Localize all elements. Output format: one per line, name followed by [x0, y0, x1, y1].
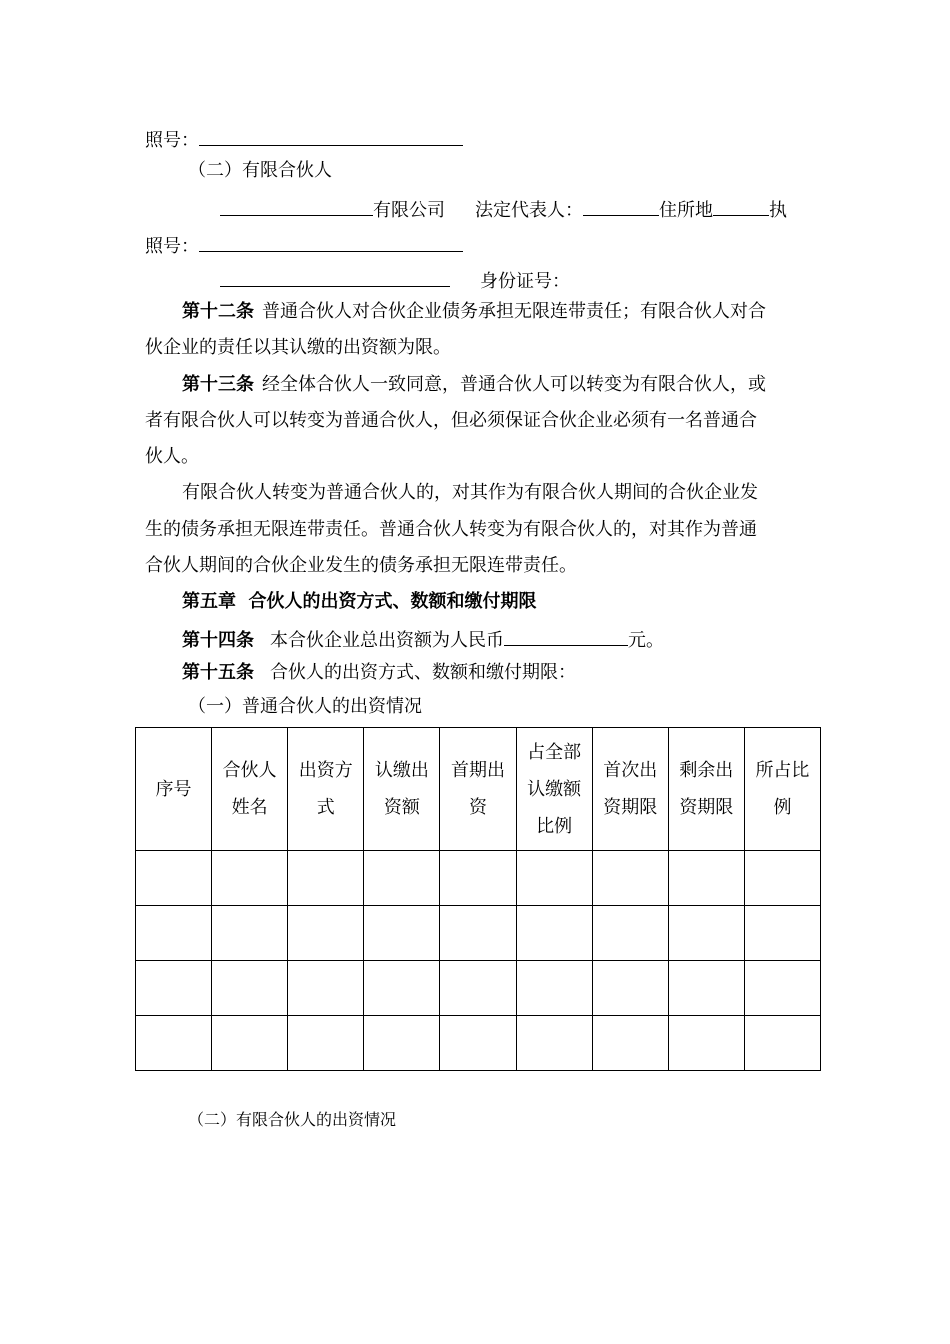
section-limited-contrib: （二）有限合伙人的出资情况: [188, 1110, 397, 1129]
table-cell[interactable]: [744, 906, 820, 961]
table-cell[interactable]: [136, 906, 212, 961]
article-13-line2: 者有限合伙人可以转变为普通合伙人，但必须保证合伙企业必须有一名普通合: [145, 410, 757, 431]
header-cell: 占全部 认缴额 比例: [516, 728, 592, 851]
line-license-1: [145, 127, 463, 151]
table-cell[interactable]: [592, 906, 668, 961]
line-company: [220, 197, 787, 221]
table-cell[interactable]: [212, 906, 288, 961]
table-row: [136, 1016, 821, 1071]
article-15-title: 第十五条: [182, 662, 254, 683]
article-13-title: 第十三条: [182, 374, 254, 395]
table-row: [136, 906, 821, 961]
legal-rep-label: 法定代表人：: [475, 200, 583, 221]
table-cell[interactable]: [516, 961, 592, 1016]
table-header-row: [136, 728, 821, 851]
para-line3: 合伙人期间的合伙企业发生的债务承担无限连带责任。: [145, 555, 577, 576]
header-cell: 序号: [136, 728, 212, 851]
table-cell[interactable]: [592, 851, 668, 906]
table-cell[interactable]: [212, 1016, 288, 1071]
table-cell[interactable]: [668, 961, 744, 1016]
currency-unit: 元。: [628, 630, 664, 651]
table-cell[interactable]: [668, 1016, 744, 1071]
header-cell: 所占比 例: [744, 728, 820, 851]
para-line2: 生的债务承担无限连带责任。普通合伙人转变为有限合伙人的，对其作为普通: [145, 519, 757, 540]
article-13-line3: 伙人。: [145, 446, 199, 467]
article-14-line: [182, 627, 664, 651]
line-id: [220, 268, 570, 292]
article-12-title: 第十二条: [182, 301, 254, 322]
table-cell[interactable]: [440, 906, 516, 961]
table-cell[interactable]: [364, 961, 440, 1016]
article-15-text: 合伙人的出资方式、数额和缴付期限：: [270, 662, 576, 683]
table-cell[interactable]: [668, 851, 744, 906]
article-14-title: 第十四条: [182, 630, 254, 651]
license-blank-2[interactable]: [199, 233, 463, 252]
section-limited-partner: （二）有限合伙人: [188, 160, 332, 181]
table-row: [136, 961, 821, 1016]
company-label: 有限公司: [373, 200, 445, 221]
article-12-text: 普通合伙人对合伙企业债务承担无限连带责任；有限合伙人对合: [262, 301, 766, 322]
address-blank[interactable]: [713, 197, 769, 216]
table-cell[interactable]: [744, 1016, 820, 1071]
table-cell[interactable]: [364, 906, 440, 961]
header-cell: 首次出 资期限: [592, 728, 668, 851]
table-row: [136, 851, 821, 906]
legal-rep-blank[interactable]: [583, 197, 659, 216]
article-15-line: [182, 663, 576, 683]
license-label-start: 执: [769, 200, 787, 221]
table-cell[interactable]: [136, 961, 212, 1016]
table-cell[interactable]: [212, 961, 288, 1016]
table-cell[interactable]: [136, 851, 212, 906]
article-13-line1: [182, 375, 766, 395]
header-cell: 合伙人 姓名: [212, 728, 288, 851]
amount-blank[interactable]: [504, 627, 628, 646]
table-cell[interactable]: [516, 906, 592, 961]
table-cell[interactable]: [440, 961, 516, 1016]
address-label: 住所地: [659, 200, 713, 221]
header-cell: 首期出 资: [440, 728, 516, 851]
id-label: 身份证号：: [480, 271, 570, 292]
table-cell[interactable]: [744, 961, 820, 1016]
article-14-text: 本合伙企业总出资额为人民币: [270, 630, 504, 651]
license-label-2: 照号：: [145, 236, 199, 257]
table-cell[interactable]: [288, 851, 364, 906]
table-cell[interactable]: [668, 906, 744, 961]
table-cell[interactable]: [516, 1016, 592, 1071]
header-cell: 出资方 式: [288, 728, 364, 851]
line-license-2: [145, 233, 463, 257]
license-blank[interactable]: [199, 127, 463, 146]
contribution-table: [135, 727, 821, 1071]
license-label: 照号：: [145, 130, 199, 151]
table-cell[interactable]: [440, 1016, 516, 1071]
table-cell[interactable]: [516, 851, 592, 906]
table-cell[interactable]: [364, 1016, 440, 1071]
table-cell[interactable]: [592, 961, 668, 1016]
article-12-line2: 伙企业的责任以其认缴的出资额为限。: [145, 337, 451, 358]
header-cell: 认缴出 资额: [364, 728, 440, 851]
name-blank[interactable]: [220, 268, 450, 287]
article-12-line1: [182, 302, 766, 322]
table-cell[interactable]: [440, 851, 516, 906]
table-cell[interactable]: [288, 906, 364, 961]
table-cell[interactable]: [744, 851, 820, 906]
company-name-blank[interactable]: [220, 197, 373, 216]
header-cell: 剩余出 资期限: [668, 728, 744, 851]
table-cell[interactable]: [136, 1016, 212, 1071]
para-line1: 有限合伙人转变为普通合伙人的，对其作为有限合伙人期间的合伙企业发: [182, 482, 758, 503]
table-cell[interactable]: [364, 851, 440, 906]
article-13-text: 经全体合伙人一致同意，普通合伙人可以转变为有限合伙人，或: [262, 374, 766, 395]
chapter-5-title: 第五章 合伙人的出资方式、数额和缴付期限: [182, 591, 537, 612]
section-general-contrib: （一）普通合伙人的出资情况: [188, 696, 422, 717]
table-cell[interactable]: [212, 851, 288, 906]
table-cell[interactable]: [592, 1016, 668, 1071]
table-cell[interactable]: [288, 961, 364, 1016]
table-cell[interactable]: [288, 1016, 364, 1071]
